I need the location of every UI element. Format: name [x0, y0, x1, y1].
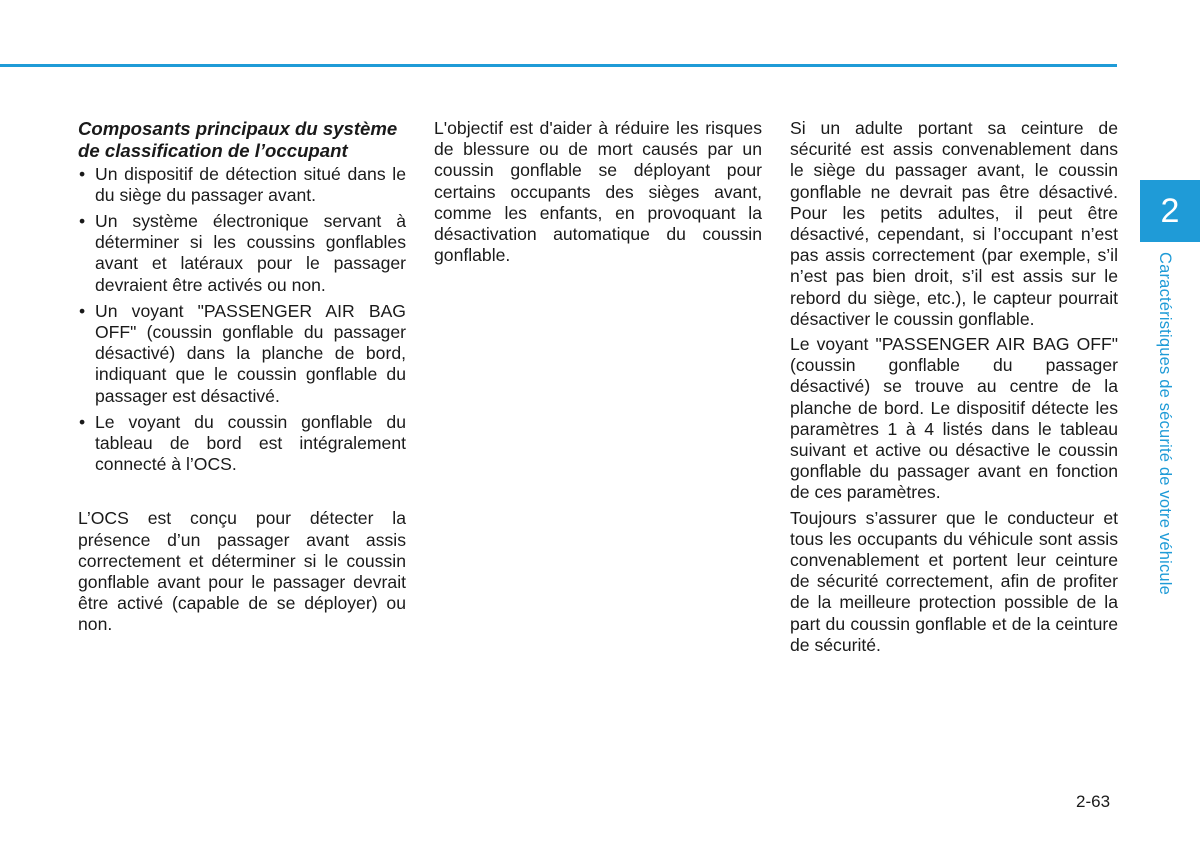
always-paragraph: Toujours s’assurer que le conducteur et tous les occupants du véhicule sont assis convenablement et portent leur ceinture de sécurité correctement, afin de profiter de la meilleure protection possible de la part du coussin gonflable et de la ceinture de sécurité.: [790, 507, 1118, 655]
list-item: • Un système électronique servant à déterminer si les coussins gonflables avant et latéraux pour le passager devraient être activés ou non.: [78, 211, 406, 296]
ocs-paragraph: L’OCS est conçu pour détecter la présence d’un passager avant assis correctement et déterminer si le coussin gonflable avant pour le passager devrait être activé (capable de se déployer) ou non.: [78, 508, 406, 635]
section-heading: Composants principaux du système de classification de l’occupant: [78, 118, 398, 161]
indicator-paragraph: Le voyant "PASSENGER AIR BAG OFF" (coussin gonflable du passager désactivé) se trouve au centre de la planche de bord. Le dispositif détecte les paramètres 1 à 4 listés dans le tableau suivant et active ou désactive le coussin gonflable du passager avant en fonction de ces paramètres.: [790, 334, 1118, 503]
chapter-title: Caractéristiques de sécurité de votre véhicule: [1156, 252, 1174, 596]
page-number: 2-63: [1076, 792, 1111, 811]
list-item: • Un voyant "PASSENGER AIR BAG OFF" (coussin gonflable du passager désactivé) dans la planche de bord, indiquant que le coussin gonflable du passager est désactivé.: [78, 301, 406, 407]
list-item: • Le voyant du coussin gonflable du tableau de bord est intégralement connecté à l’OCS.: [78, 412, 406, 476]
header-rule: [0, 64, 1117, 67]
list-item: • Un dispositif de détection situé dans le du siège du passager avant.: [78, 164, 406, 206]
objective-paragraph: L'objectif est d'aider à réduire les risques de blessure ou de mort causés par un coussin gonflable se déployant pour certains occupants des sièges avant, comme les enfants, en provoquant la désactivation automatique du coussin gonflable.: [434, 118, 762, 266]
component-list: [78, 164, 406, 476]
column-left: [78, 118, 406, 640]
chapter-number-tab: 2: [1140, 180, 1200, 242]
adult-paragraph: Si un adulte portant sa ceinture de sécurité est assis convenablement dans le siège du passager avant, le coussin gonflable ne devrait pas être désactivé. Pour les petits adultes, il peut être désactivé, cependant, si l’occupant n’est pas assis correctement (par exemple, s’il n’est pas bien droit, s’il est assis sur le rebord du siège, etc.), le capteur pourrait désactiver le coussin gonflable.: [790, 118, 1118, 329]
column-middle: [434, 118, 762, 270]
column-right: [790, 118, 1118, 660]
